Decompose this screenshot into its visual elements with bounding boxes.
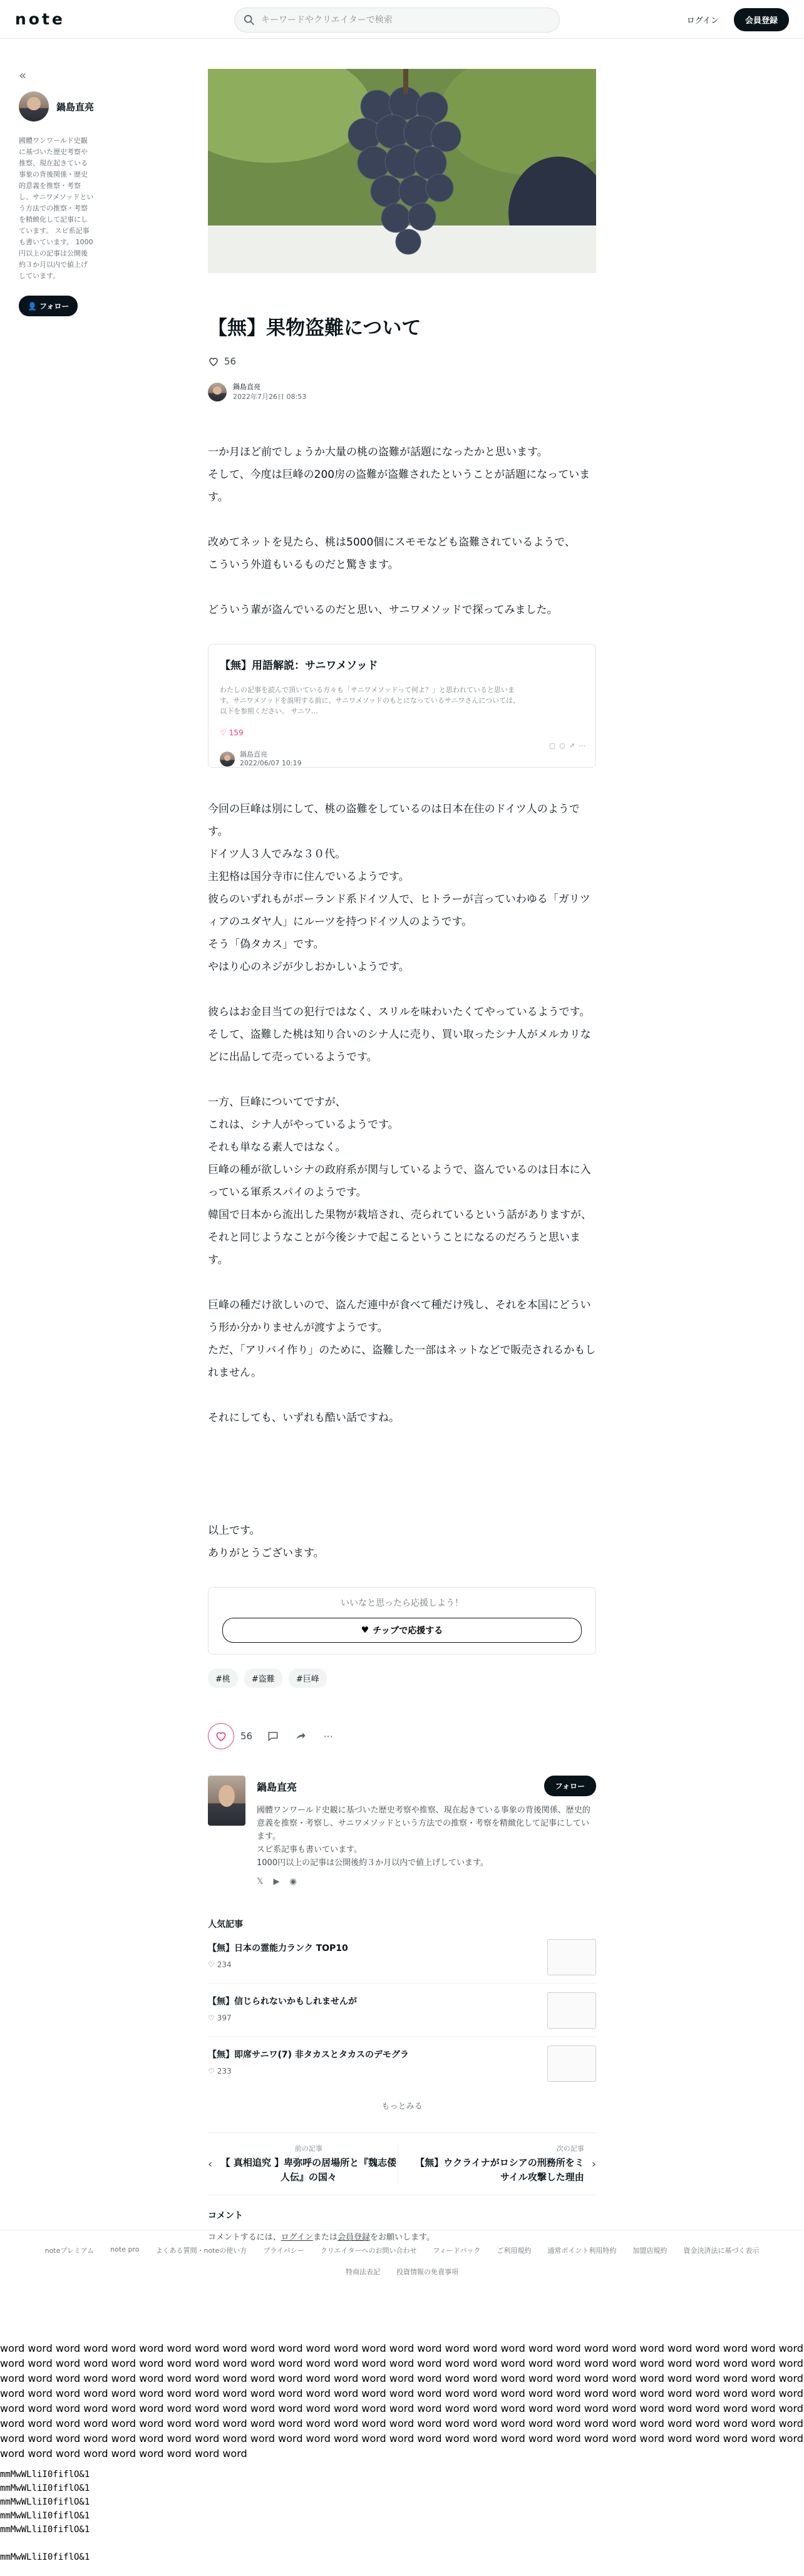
popular-like-count: 233 xyxy=(217,2067,232,2076)
author-sidebar xyxy=(19,68,93,316)
popular-title[interactable]: 【無】信じられないかもしれませんが xyxy=(208,1997,357,2007)
comments-heading: コメント xyxy=(208,2211,243,2222)
popular-like-count: 397 xyxy=(217,2014,232,2023)
embed-author xyxy=(220,750,584,768)
bio-line: 1000円以上の記事は公開後約３か月以内で値上げしています。 xyxy=(257,1858,489,1868)
like-count: 56 xyxy=(240,1730,253,1742)
text-line: 以上です。 xyxy=(208,1524,260,1538)
article-actions xyxy=(208,1723,596,1749)
text-line: 巨峰の種が欲しいシナの政府系が関与しているようで、盗んでいるのは日本に入っている軍系スパイのようです。 xyxy=(208,1164,591,1199)
comment-or: または xyxy=(312,2233,338,2243)
embed-author-name: 鍋島直亮 xyxy=(240,750,267,759)
footer-link[interactable]: 投資情報の免責事項 xyxy=(396,2268,458,2276)
mono-line: mmMwWLliI0fiflO&1 xyxy=(0,2525,90,2535)
popular-thumbnail[interactable] xyxy=(547,1992,596,2029)
paragraph xyxy=(208,1001,596,1068)
text-line: ドイツ人３人でみな３０代。 xyxy=(208,848,346,861)
popular-title[interactable]: 【無】即席サニワ(7) 非タカスとタカスのデモグラ xyxy=(208,2050,409,2061)
footer-link[interactable]: クリエイターへのお問い合わせ xyxy=(320,2247,417,2255)
mono-line: mmMwWLliI0fiflO&1 xyxy=(0,2552,90,2562)
footer-link[interactable]: ご利用規約 xyxy=(497,2247,532,2255)
text-line: そう「偽タカス」です。 xyxy=(208,938,324,951)
chevron-right-icon: › xyxy=(591,2157,596,2171)
embedded-article-card[interactable] xyxy=(208,644,596,768)
chevron-left-icon: ‹ xyxy=(208,2157,213,2171)
mono-line: mmMwWLliI0fiflO&1 xyxy=(0,2483,90,2493)
filler-mono xyxy=(0,2468,804,2564)
paragraph xyxy=(208,531,596,576)
popular-thumbnail[interactable] xyxy=(547,1939,596,1975)
text-line: そして、盗難した桃は知り合いのシナ人に売り、買い取ったシナ人がメルカリなどに出品して売っているようです。 xyxy=(208,1028,591,1064)
article-main xyxy=(208,69,596,2242)
user-plus-icon: 👤 xyxy=(28,301,37,311)
tag-theft[interactable]: #盗難 xyxy=(244,1668,282,1688)
paragraph xyxy=(208,798,596,978)
article-body xyxy=(208,441,596,1565)
popular-likes xyxy=(208,2067,409,2076)
login-link[interactable]: ログイン xyxy=(686,16,719,26)
text-line: 彼らはお金目当ての犯行ではなく、スリルを味わいたくてやっているようです。 xyxy=(208,1006,590,1019)
list-item[interactable] xyxy=(208,1930,596,1984)
heart-outline-icon xyxy=(215,1730,227,1742)
creator-profile-card xyxy=(208,1776,596,1886)
share-icon: ↗ xyxy=(569,742,575,750)
prev-article-link[interactable] xyxy=(208,2143,398,2185)
filler-words: word word word word word word word word word word word word word word word word word word word word word word word word word word word word word word word word word word word word word word word word word word word word word word word word word word word word word word word word word word word word word word word word word word word word word word word word word word word word word word word word word word word word word word word word word word word word word word word word word word word word word word word word word word word word word word word word word word word word word word word word word word word word word word word word word word word word word word word word word word word word word word word word word word word word word word word word word word word word word word word word word word word word word word word word word word word word word word word word word word word word word word word word word word word word word word word word word word word word word word word word word word word word word word word word word word word word xyxy=(0,2342,803,2460)
heart-icon: ♡ xyxy=(208,2067,215,2076)
sidebar-author-name[interactable]: 鍋島直亮 xyxy=(56,101,95,113)
embed-title[interactable]: 【無】用語解説：サニワメソッド xyxy=(220,660,378,673)
comment-suffix: をお願いします。 xyxy=(370,2233,435,2243)
youtube-icon[interactable]: ▶ xyxy=(273,1877,280,1887)
footer-links xyxy=(25,2245,779,2277)
more-options-icon[interactable]: ··· xyxy=(323,1730,333,1742)
article-title: 【無】果物盗難について xyxy=(208,317,421,339)
mono-line: mmMwWLliI0fiflO&1 xyxy=(0,2497,90,2507)
more-link[interactable]: もっとみる xyxy=(381,2102,423,2112)
tag-kyoho[interactable]: #巨峰 xyxy=(289,1668,327,1688)
tip-coin-icon: ♥ xyxy=(361,1625,369,1636)
support-message: いいなと思ったら応援しよう！ xyxy=(341,1598,463,1609)
tip-button[interactable] xyxy=(222,1618,582,1643)
search-input[interactable] xyxy=(261,15,550,25)
footer-link[interactable]: noteプレミアム xyxy=(44,2247,95,2255)
heart-icon: ♡ xyxy=(220,728,227,738)
creator-name[interactable]: 鍋島直亮 xyxy=(257,1781,297,1794)
text-line: 巨峰の種だけ欲しいので、盗んだ連中が食べて種だけ残し、それを本国にどういう形か分かりませんが渡すようです。 xyxy=(208,1299,591,1335)
text-line: 今回の巨峰は別にして、桃の盗難をしているのは日本在住のドイツ人のようです。 xyxy=(208,803,580,839)
comment-icon[interactable] xyxy=(266,1729,280,1743)
collapse-sidebar-icon[interactable]: « xyxy=(19,68,27,83)
next-title[interactable]: 【無】ウクライナがロシアの刑務所をミサイル攻撃した理由 xyxy=(415,2157,584,2183)
popular-likes xyxy=(208,1960,348,1969)
avatar[interactable] xyxy=(19,91,49,122)
bookmark-icon: ▢ xyxy=(549,742,556,750)
next-label: 次の記事 xyxy=(556,2144,584,2153)
paragraph xyxy=(208,1294,596,1384)
footer-link[interactable]: 特商法表記 xyxy=(346,2268,380,2276)
footer-link[interactable]: フィードバック xyxy=(433,2247,481,2255)
prev-label: 前の記事 xyxy=(294,2144,322,2153)
comment-signup-link[interactable]: 会員登録 xyxy=(338,2233,371,2243)
article-navigation xyxy=(208,2133,596,2195)
paragraph xyxy=(208,1407,596,1429)
site-footer xyxy=(0,2230,804,2277)
byline-author-name[interactable]: 鍋島直亮 xyxy=(233,383,260,391)
prev-title[interactable]: 【 真相追究 】卑弥呼の居場所と『魏志倭人伝』の国々 xyxy=(220,2157,397,2183)
text-line: これは、シナ人がやっているようです。 xyxy=(208,1119,399,1132)
footer-link[interactable]: 資金決済法に基づく表示 xyxy=(683,2247,760,2255)
footer-link[interactable]: よくある質問・noteの使い方 xyxy=(155,2247,247,2255)
text-line: 一か月ほど前でしょうか大量の桃の盗難が話題になったかと思います。 xyxy=(208,446,548,459)
search-bar[interactable] xyxy=(234,8,560,33)
sidebar-bio: 國體ワンワールド史観に基づいた歴史考察や推察、現在起きている事象の背後関係・歴史的意義を推察・考察し、サニワメソッドという方法での推察・考察を精緻化して記事にしています。 スピ系記事も書いています。 1000円以上の記事は公開後約３か月以内で値上げしています。 xyxy=(19,137,94,280)
text-line: 彼らのいずれもがポーランド系ドイツ人で、ヒトラーが言っていわゆる「ガリツィアのユダヤ人」にルーツを持つドイツ人のようです。 xyxy=(208,893,590,929)
text-line: 主犯格は国分寺市に住んでいるようです。 xyxy=(208,871,410,884)
embed-meta-icons xyxy=(549,735,585,757)
rss-icon[interactable]: ◉ xyxy=(289,1877,297,1887)
embed-like-count: 159 xyxy=(229,728,244,738)
mono-line: mmMwWLliI0fiflO&1 xyxy=(0,2511,90,2521)
footer-link[interactable]: note pro xyxy=(110,2245,140,2253)
popular-like-count: 234 xyxy=(217,1960,232,1970)
text-line: そして、今度は巨峰の200房の盗難が盗難されたということが話題になっています。 xyxy=(208,468,590,504)
footer-link[interactable]: 通常ポイント利用特約 xyxy=(547,2247,617,2255)
list-item[interactable] xyxy=(208,1984,596,2037)
mono-line: mmMwWLliI0fiflO&1 xyxy=(0,2470,90,2480)
text-line: どういう輩が盗んでいるのだと思い、サニワメソッドで探ってみました。 xyxy=(208,604,558,617)
text-line: 改めてネットを見たら、桃は5000個にスモモなども盗難されているようで、 xyxy=(208,536,575,549)
social-links xyxy=(257,1877,596,1886)
popular-thumbnail[interactable] xyxy=(547,2046,596,2082)
text-line: 一方、巨峰についてですが、 xyxy=(208,1096,346,1109)
support-box xyxy=(208,1587,596,1655)
text-line: それも単なる素人ではなく。 xyxy=(208,1141,346,1154)
byline-date: 2022年7月26日 08:53 xyxy=(233,393,307,401)
signup-button[interactable]: 会員登録 xyxy=(734,8,789,31)
paragraph xyxy=(208,441,596,509)
heart-icon: ♡ xyxy=(208,2014,215,2023)
comment-login-link[interactable]: ログイン xyxy=(281,2233,313,2243)
article-like-summary[interactable] xyxy=(208,356,596,367)
avatar[interactable] xyxy=(208,1776,245,1826)
embed-date: 2022/06/07 10:19 xyxy=(240,759,302,768)
popular-likes xyxy=(208,2014,357,2022)
creator-bio xyxy=(257,1804,596,1870)
paragraph xyxy=(208,1091,596,1271)
paragraph xyxy=(208,599,596,621)
footer-link[interactable]: プライバシー xyxy=(263,2247,304,2255)
header-actions xyxy=(681,8,789,31)
text-line: やはり心のネジが少しおかしいようです。 xyxy=(208,961,410,974)
x-twitter-icon[interactable]: 𝕏 xyxy=(257,1877,264,1887)
text-line: それにしても、いずれも酷い話ですね。 xyxy=(208,1412,399,1425)
like-button[interactable] xyxy=(208,1723,234,1749)
text-line: ただ、「アリバイ作り」のために、盗難した一部はネットなどで販売されるかもしれません。 xyxy=(208,1344,596,1380)
comment-prefix: コメントするには、 xyxy=(208,2233,281,2243)
closing-paragraph xyxy=(208,1519,596,1565)
text-line: ありがとうございます。 xyxy=(208,1547,324,1560)
heart-icon: ♡ xyxy=(208,1960,215,1970)
popular-title[interactable]: 【無】日本の霊能力ランク TOP10 xyxy=(208,1943,348,1954)
embed-excerpt: わたしの記事を読んで頂いている方々も「サニワメソッドって何よ？」と思われていると思います。サニワメソッドを説明する前に、サニワメソッドのもとになっているサニワさんについては、以下を参照ください。 サニワ… xyxy=(220,686,520,716)
article-like-count: 56 xyxy=(224,356,237,368)
avatar xyxy=(220,752,235,767)
tag-peach[interactable]: #桃 xyxy=(208,1668,238,1688)
tag-list xyxy=(208,1668,596,1688)
footer-link[interactable]: 加盟店規約 xyxy=(632,2247,667,2255)
search-icon xyxy=(244,14,255,26)
comment-icon: ○ xyxy=(559,742,565,750)
article-author-byline[interactable] xyxy=(208,382,596,402)
sidebar-profile[interactable] xyxy=(19,91,93,122)
note-logo[interactable]: note xyxy=(15,10,65,28)
site-header xyxy=(0,0,804,39)
creator-follow-button[interactable]: フォロー xyxy=(544,1776,596,1796)
bio-line: スピ系記事も書いています。 xyxy=(257,1845,362,1855)
text-line: こういう外道もいるものだと驚きます。 xyxy=(208,559,399,572)
heart-outline-icon xyxy=(208,356,219,367)
share-icon[interactable] xyxy=(294,1729,307,1743)
popular-heading: 人気記事 xyxy=(208,1920,243,1930)
filler-text-block xyxy=(0,2341,804,2564)
popular-list xyxy=(208,1930,596,2089)
text-line: 韓国で日本から流出した果物が栽培され、売られているという話がありますが、それと同じようなことが今後シナで起こるということになるのだろうと思います。 xyxy=(208,1209,592,1267)
embed-likes xyxy=(220,722,584,744)
list-item[interactable] xyxy=(208,2037,596,2089)
avatar[interactable] xyxy=(208,383,227,401)
next-article-link[interactable] xyxy=(398,2143,597,2185)
tip-label: チップで応援する xyxy=(373,1626,443,1637)
hero-image-grapes xyxy=(208,69,596,273)
sidebar-follow-button[interactable] xyxy=(19,296,78,316)
follow-label: フォロー xyxy=(39,302,70,311)
bio-line: 國體ワンワールド史観に基づいた歴史考察や推察、現在起きている事象の背後関係、歴史的意義を推察・考察し、サニワメソッドという方法での推察・考察を精緻化して記事にしています。 xyxy=(257,1806,590,1842)
more-icon: ⋯ xyxy=(579,742,585,750)
